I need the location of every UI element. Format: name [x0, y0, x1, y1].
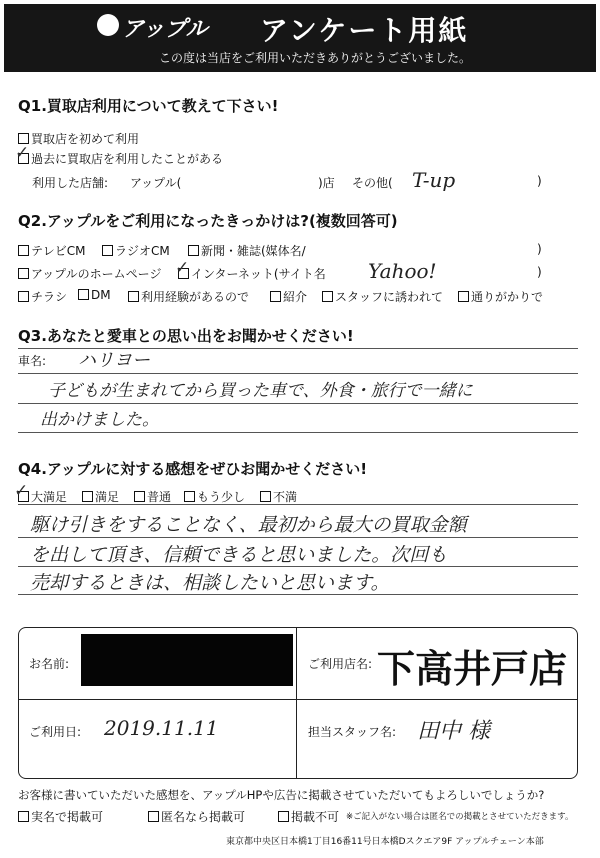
brand-name: アップル: [122, 17, 208, 42]
q2-option-staff[interactable]: スタッフに誘われて: [322, 288, 443, 305]
redacted-name: [81, 634, 293, 686]
checkbox-icon: [148, 811, 159, 822]
comment-line-3: 売却するときは、相談したいと思います。: [30, 572, 390, 594]
store-name-label: ご利用店名:: [308, 657, 373, 671]
checkbox-icon: [18, 811, 29, 822]
checkbox-icon: [18, 291, 29, 302]
headquarters-address: 東京都中央区日本橋1丁目16番11号日本橋Dスクエア9F アップルチェーン本部: [226, 837, 544, 847]
comment-line-2: を出して頂き、信頼できると思いました。次回も: [30, 544, 448, 566]
q2-option-passing[interactable]: 通りがかりで: [458, 288, 543, 305]
q4-option-normal[interactable]: 普通: [134, 488, 171, 505]
close-paren: ): [537, 265, 542, 279]
checkbox-icon: [82, 491, 93, 502]
form-title: アンケート用紙: [260, 14, 469, 47]
checkbox-icon: [184, 491, 195, 502]
publish-real-name[interactable]: 実名で掲載可: [18, 808, 103, 825]
apple-store-label: アップル(: [130, 176, 182, 190]
publish-anonymous[interactable]: 匿名なら掲載可: [148, 808, 245, 825]
q2-title: Q2.アップルをご利用になったきっかけは?(複数回答可): [18, 212, 398, 230]
checkbox-icon: [322, 291, 333, 302]
close-paren: ): [537, 242, 542, 256]
q4-title: Q4.アップルに対する感想をぜひお聞かせください!: [18, 460, 368, 478]
checkbox-icon: [458, 291, 469, 302]
date-label: ご利用日:: [29, 725, 82, 739]
q2-option-dm[interactable]: DM: [78, 288, 111, 302]
divider: [18, 594, 578, 595]
check-mark-icon: ✓: [14, 481, 29, 501]
customer-info-box: [18, 627, 578, 779]
publish-not-allowed[interactable]: 掲載不可: [278, 808, 339, 825]
q2-option-internet[interactable]: インターネット(サイト名: [178, 265, 326, 282]
q1-title: Q1.買取店利用について教えて下さい!: [18, 97, 279, 115]
memory-line-1: 子どもが生まれてから買った車で、外食・旅行で一緒に: [48, 381, 473, 401]
name-label: お名前:: [29, 657, 70, 671]
store-suffix: )店: [318, 176, 335, 190]
q2-option-experience[interactable]: 利用経験があるので: [128, 288, 249, 305]
site-name-value: Yahoo!: [368, 259, 437, 283]
other-store-value: T-up: [412, 168, 456, 192]
q4-option-so-so[interactable]: もう少し: [184, 488, 245, 505]
other-label: その他(: [352, 176, 393, 190]
staff-value: 田中 様: [417, 719, 490, 744]
checkbox-icon: [128, 291, 139, 302]
checkbox-icon: [134, 491, 145, 502]
car-name-label: 車名:: [18, 354, 47, 368]
divider: [19, 699, 577, 700]
checkbox-icon: [188, 245, 199, 256]
comment-line-1: 駆け引きをすることなく、最初から最大の買取金額: [30, 514, 467, 536]
q2-option-newspaper[interactable]: 新聞・雑誌(媒体名/: [188, 242, 306, 259]
divider: [18, 432, 578, 433]
divider: [18, 504, 578, 505]
store-stamp: 下高井戸店: [377, 647, 568, 691]
q3-title: Q3.あなたと愛車との思い出をお聞かせください!: [18, 327, 354, 345]
checkbox-icon: [278, 811, 289, 822]
divider: [18, 373, 578, 374]
checkbox-icon: [78, 289, 89, 300]
q2-option-flyer[interactable]: チラシ: [18, 288, 67, 305]
q1-option-first[interactable]: 買取店を初めて利用: [18, 130, 139, 147]
q1-option-past[interactable]: 過去に買取店を利用したことがある: [18, 150, 223, 167]
q2-option-tv[interactable]: テレビCM: [18, 242, 86, 259]
divider: [18, 403, 578, 404]
used-store-label: 利用した店舗:: [32, 176, 109, 190]
thanks-message: この度は当店をご利用いただきありがとうございました。: [159, 51, 472, 65]
date-value: 2019.11.11: [104, 716, 219, 740]
publish-note: ※ご記入がない場合は匿名での掲載とさせていただきます。: [346, 812, 574, 822]
check-mark-icon: ✓: [15, 143, 30, 163]
car-name-value: ハリヨー: [78, 350, 150, 371]
checkbox-icon: [260, 491, 271, 502]
staff-label: 担当スタッフ名:: [308, 725, 397, 739]
publish-question: お客様に書いていただいた感想を、アップルHPや広告に掲載させていただいてもよろしいでしょうか?: [18, 788, 545, 802]
q2-option-introduction[interactable]: 紹介: [270, 288, 307, 305]
check-mark-icon: ✓: [175, 258, 190, 278]
header-banner: [4, 4, 596, 72]
divider: [18, 566, 578, 567]
divider: [296, 628, 297, 778]
q4-option-satisfied[interactable]: 満足: [82, 488, 119, 505]
q2-option-radio[interactable]: ラジオCM: [102, 242, 170, 259]
q4-option-unsatisfied[interactable]: 不満: [260, 488, 297, 505]
checkbox-icon: [270, 291, 281, 302]
checkbox-icon: [18, 245, 29, 256]
apple-logo-icon: [97, 14, 119, 36]
q2-option-homepage[interactable]: アップルのホームページ: [18, 265, 161, 282]
checkbox-icon: [18, 268, 29, 279]
memory-line-2: 出かけました。: [40, 410, 159, 430]
checkbox-icon: [102, 245, 113, 256]
divider: [18, 537, 578, 538]
close-paren: ): [537, 174, 542, 188]
q4-option-very-satisfied[interactable]: 大満足: [18, 488, 67, 505]
